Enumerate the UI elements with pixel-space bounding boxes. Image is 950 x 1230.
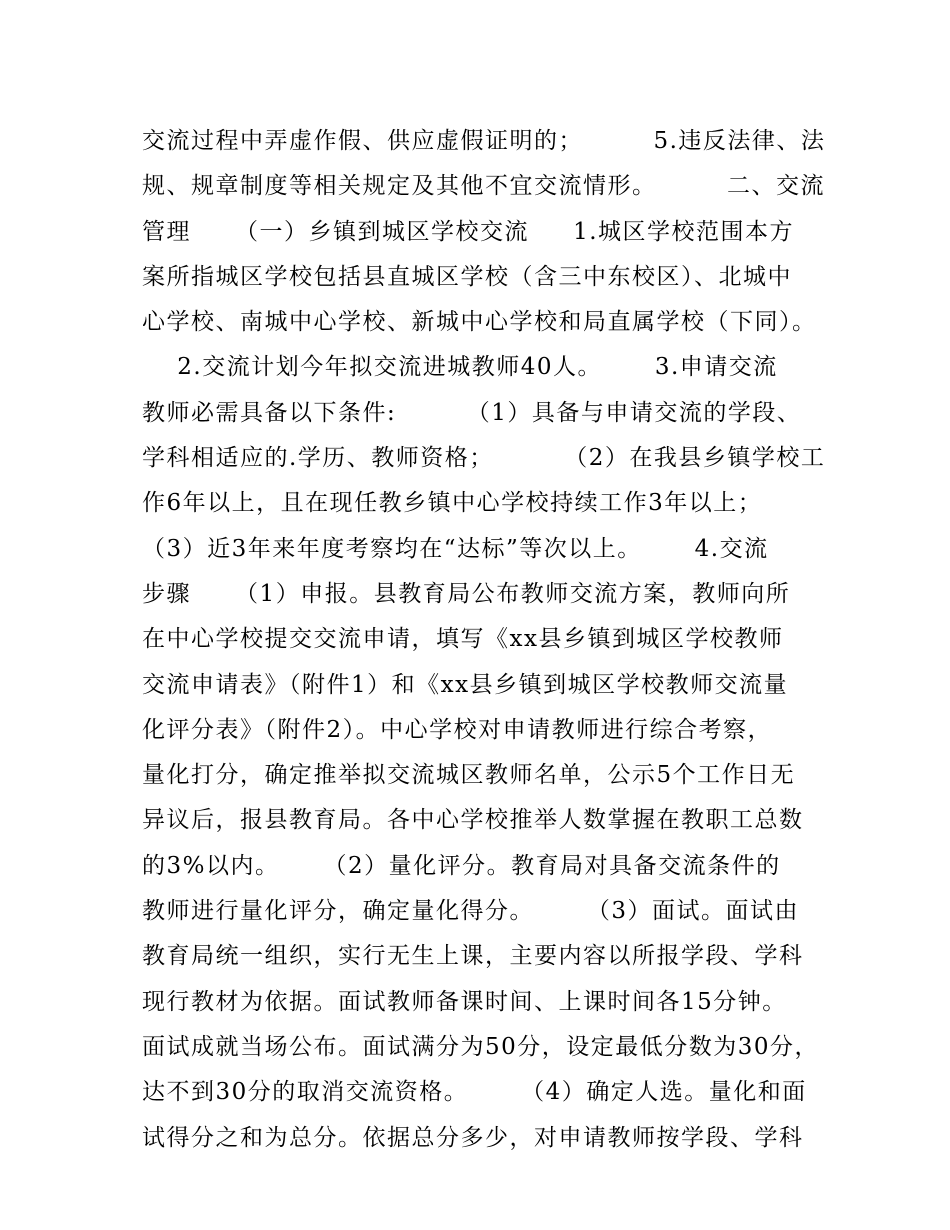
text-line: 规、规章制度等相关规定及其他不宜交流情形。 二、交流	[142, 173, 825, 200]
text-line: 管理 （一）乡镇到城区学校交流 1.城区学校范围本方	[142, 218, 795, 245]
body-text	[142, 119, 842, 1161]
text-line: 量化打分，确定推举拟交流城区教师名单，公示5个工作日无	[142, 762, 796, 789]
text-line: 教育局统一组织，实行无生上课，主要内容以所报学段、学科	[142, 943, 804, 970]
text-line: 案所指城区学校包括县直城区学校（含三中东校区）、北城中	[142, 263, 792, 290]
text-line: 作6年以上，且在现任教乡镇中心学校持续工作3年以上；	[142, 490, 763, 517]
text-line: 交流过程中弄虚作假、供应虚假证明的； 5.违反法律、法	[142, 128, 826, 154]
text-line: 在中心学校提交交流申请，填写《xx县乡镇到城区学校教师	[142, 626, 784, 653]
text-line: 异议后，报县教育局。各中心学校推举人数掌握在教职工总数	[142, 807, 804, 834]
text-line: 化评分表》（附件2）。中心学校对申请教师进行综合考察，	[142, 716, 773, 743]
text-line: 交流申请表》（附件1）和《xx县乡镇到城区学校教师交流量	[142, 671, 789, 698]
text-line: 试得分之和为总分。依据总分多少，对申请教师按学段、学科	[142, 1124, 804, 1151]
text-line: 步骤 （1）申报。县教育局公布教师交流方案，教师向所	[142, 580, 791, 607]
text-line: 心学校、南城中心学校、新城中心学校和局直属学校（下同）。	[142, 309, 817, 336]
text-line: 现行教材为依据。面试教师备课时间、上课时间各15分钟。	[142, 988, 787, 1015]
text-line: 2.交流计划今年拟交流进城教师40人。 3.申请交流	[142, 354, 778, 381]
text-line: 的3%以内。 （2）量化评分。教育局对具备交流条件的	[142, 852, 781, 879]
text-line: 学科相适应的.学历、教师资格； （2）在我县乡镇学校工	[142, 445, 826, 472]
text-line: （3）近3年来年度考察均在“达标”等次以上。 4.交流	[142, 535, 769, 562]
text-line: 面试成就当场公布。面试满分为50分，设定最低分数为30分，	[142, 1033, 820, 1060]
text-line: 教师必需具备以下条件: （1）具备与申请交流的学段、	[142, 399, 802, 426]
text-line: 达不到30分的取消交流资格。 （4）确定人选。量化和面	[142, 1079, 807, 1106]
text-line: 教师进行量化评分，确定量化得分。 （3）面试。面试由	[142, 898, 799, 925]
